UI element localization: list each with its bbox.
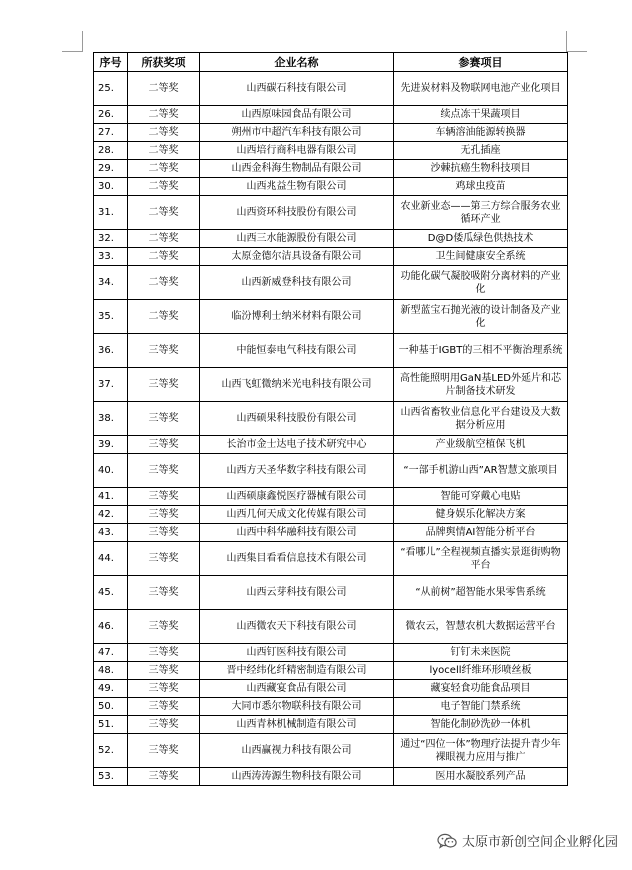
cell-company: 大同市悉尔物联科技有限公司: [200, 698, 394, 716]
cell-no: 53.: [94, 768, 128, 786]
table-row: [94, 662, 568, 680]
cell-no: 40.: [94, 454, 128, 488]
cell-company: 临汾博利士纳米材料有限公司: [200, 300, 394, 334]
cell-project: 续点冻干果蔬项目: [394, 106, 568, 124]
table-row: [94, 734, 568, 768]
table-row: [94, 488, 568, 506]
header-award: 所获奖项: [128, 53, 200, 72]
cell-project: 卫生间健康安全系统: [394, 248, 568, 266]
cell-no: 30.: [94, 178, 128, 196]
table-row: [94, 644, 568, 662]
cell-company: 山西藏宴食品有限公司: [200, 680, 394, 698]
cell-no: 31.: [94, 196, 128, 230]
cell-award: 三等奖: [128, 524, 200, 542]
cell-company: 山西三水能源股份有限公司: [200, 230, 394, 248]
cell-award: 二等奖: [128, 142, 200, 160]
cell-no: 27.: [94, 124, 128, 142]
cell-project: 智能化制砂洗砂一体机: [394, 716, 568, 734]
cell-company: 山西资环科技股份有限公司: [200, 196, 394, 230]
cell-no: 51.: [94, 716, 128, 734]
cell-company: 中能恒泰电气科技有限公司: [200, 334, 394, 368]
table-row: [94, 124, 568, 142]
cell-award: 二等奖: [128, 300, 200, 334]
cell-project: 鸡球虫疫苗: [394, 178, 568, 196]
table-row: [94, 524, 568, 542]
table-row: [94, 142, 568, 160]
cell-project: 山西省畜牧业信息化平台建设及大数据分析应用: [394, 402, 568, 436]
cell-project: 健身娱乐化解决方案: [394, 506, 568, 524]
table-row: [94, 266, 568, 300]
cell-company: 山西兆益生物有限公司: [200, 178, 394, 196]
cell-project: 产业级航空植保飞机: [394, 436, 568, 454]
table-body: [94, 72, 568, 786]
cell-company: 山西集目看看信息技术有限公司: [200, 542, 394, 576]
cell-award: 三等奖: [128, 506, 200, 524]
cell-award: 三等奖: [128, 542, 200, 576]
cell-company: 山西涛涛源生物科技有限公司: [200, 768, 394, 786]
cell-project: 医用水凝胶系列产品: [394, 768, 568, 786]
cell-company: 晋中经纬化纤精密制造有限公司: [200, 662, 394, 680]
cell-no: 38.: [94, 402, 128, 436]
cell-no: 25.: [94, 72, 128, 106]
cell-award: 三等奖: [128, 436, 200, 454]
cell-company: 山西微农天下科技有限公司: [200, 610, 394, 644]
cell-no: 42.: [94, 506, 128, 524]
cell-award: 二等奖: [128, 248, 200, 266]
cell-no: 26.: [94, 106, 128, 124]
cell-no: 45.: [94, 576, 128, 610]
cell-award: 三等奖: [128, 368, 200, 402]
cell-award: 三等奖: [128, 698, 200, 716]
cell-project: lyocell纤维环形喷丝板: [394, 662, 568, 680]
cell-no: 41.: [94, 488, 128, 506]
cell-company: 山西赢视力科技有限公司: [200, 734, 394, 768]
table-row: [94, 368, 568, 402]
cell-project: 车辆溶油能源转换器: [394, 124, 568, 142]
cell-award: 三等奖: [128, 488, 200, 506]
header-no: 序号: [94, 53, 128, 72]
cell-award: 二等奖: [128, 72, 200, 106]
table-row: [94, 768, 568, 786]
cell-award: 二等奖: [128, 178, 200, 196]
table-row: [94, 300, 568, 334]
cell-no: 49.: [94, 680, 128, 698]
cell-project: 通过“四位一体”物理疗法提升青少年裸眼视力应用与推广: [394, 734, 568, 768]
cell-award: 三等奖: [128, 610, 200, 644]
cell-no: 29.: [94, 160, 128, 178]
awards-table: [93, 52, 568, 786]
crop-mark-top-right: [566, 31, 587, 52]
cell-award: 二等奖: [128, 230, 200, 248]
cell-no: 32.: [94, 230, 128, 248]
cell-no: 43.: [94, 524, 128, 542]
cell-project: 电子智能门禁系统: [394, 698, 568, 716]
cell-award: 三等奖: [128, 644, 200, 662]
watermark-text: 太原市新创空间企业孵化园: [461, 835, 618, 850]
cell-award: 二等奖: [128, 160, 200, 178]
cell-project: 藏宴轻食功能食品项目: [394, 680, 568, 698]
cell-project: 功能化碳气凝胶吸附分离材料的产业化: [394, 266, 568, 300]
table-row: [94, 196, 568, 230]
table-row: [94, 576, 568, 610]
table-row: [94, 230, 568, 248]
crop-mark-top-left: [62, 31, 83, 52]
cell-no: 48.: [94, 662, 128, 680]
cell-project: 沙棘抗癌生物科技项目: [394, 160, 568, 178]
cell-award: 三等奖: [128, 402, 200, 436]
cell-company: 朔州市中超汽车科技有限公司: [200, 124, 394, 142]
cell-no: 46.: [94, 610, 128, 644]
cell-project: 新型蓝宝石抛光液的设计制备及产业化: [394, 300, 568, 334]
wechat-icon: [437, 833, 457, 849]
table-header-row: [94, 53, 568, 72]
cell-project: “看哪儿”全程视频直播实景逛街购物平台: [394, 542, 568, 576]
cell-no: 47.: [94, 644, 128, 662]
cell-project: 先进炭材料及物联网电池产业化项目: [394, 72, 568, 106]
cell-no: 39.: [94, 436, 128, 454]
cell-award: 三等奖: [128, 716, 200, 734]
table-row: [94, 454, 568, 488]
table-row: [94, 160, 568, 178]
cell-company: 山西硕康鑫悦医疗器械有限公司: [200, 488, 394, 506]
cell-company: 山西碳石科技有限公司: [200, 72, 394, 106]
table-row: [94, 698, 568, 716]
cell-project: “一部手机游山西”AR智慧文旅项目: [394, 454, 568, 488]
cell-no: 50.: [94, 698, 128, 716]
cell-company: 山西云芽科技有限公司: [200, 576, 394, 610]
table-row: [94, 610, 568, 644]
cell-project: 品牌舆情AI智能分析平台: [394, 524, 568, 542]
table-row: [94, 72, 568, 106]
cell-no: 52.: [94, 734, 128, 768]
cell-company: 山西原味园食品有限公司: [200, 106, 394, 124]
cell-company: 山西新威登科技有限公司: [200, 266, 394, 300]
cell-company: 山西飞虹微纳米光电科技有限公司: [200, 368, 394, 402]
cell-company: 山西硕果科技股份有限公司: [200, 402, 394, 436]
cell-company: 太原金德尔洁具设备有限公司: [200, 248, 394, 266]
cell-no: 28.: [94, 142, 128, 160]
cell-award: 三等奖: [128, 768, 200, 786]
cell-award: 三等奖: [128, 334, 200, 368]
cell-project: 农业新业态——第三方综合服务农业循环产业: [394, 196, 568, 230]
cell-award: 二等奖: [128, 124, 200, 142]
cell-award: 三等奖: [128, 454, 200, 488]
table-row: [94, 716, 568, 734]
cell-project: D@D倭瓜绿色供热技术: [394, 230, 568, 248]
wechat-watermark: [437, 831, 618, 850]
cell-project: 钉钉未来医院: [394, 644, 568, 662]
cell-award: 二等奖: [128, 106, 200, 124]
cell-company: 山西几何天成文化传媒有限公司: [200, 506, 394, 524]
table-row: [94, 106, 568, 124]
cell-company: 山西培行商科电器有限公司: [200, 142, 394, 160]
cell-no: 44.: [94, 542, 128, 576]
cell-no: 35.: [94, 300, 128, 334]
cell-award: 二等奖: [128, 196, 200, 230]
cell-project: 无孔插座: [394, 142, 568, 160]
table-row: [94, 334, 568, 368]
cell-project: 微农云，智慧农机大数据运营平台: [394, 610, 568, 644]
cell-company: 山西青林机械制造有限公司: [200, 716, 394, 734]
table-row: [94, 506, 568, 524]
table-row: [94, 178, 568, 196]
header-project: 参赛项目: [394, 53, 568, 72]
cell-award: 二等奖: [128, 266, 200, 300]
cell-project: 一种基于IGBT的三相不平衡治理系统: [394, 334, 568, 368]
table-row: [94, 436, 568, 454]
cell-company: 山西钉医科技有限公司: [200, 644, 394, 662]
cell-project: “从前树”超智能水果零售系统: [394, 576, 568, 610]
cell-award: 三等奖: [128, 662, 200, 680]
cell-no: 33.: [94, 248, 128, 266]
cell-project: 智能可穿戴心电贴: [394, 488, 568, 506]
header-company: 企业名称: [200, 53, 394, 72]
cell-no: 37.: [94, 368, 128, 402]
table-row: [94, 248, 568, 266]
cell-company: 山西中科华融科技有限公司: [200, 524, 394, 542]
cell-award: 三等奖: [128, 576, 200, 610]
cell-award: 三等奖: [128, 680, 200, 698]
cell-company: 长治市金士达电子技术研究中心: [200, 436, 394, 454]
cell-award: 三等奖: [128, 734, 200, 768]
table-row: [94, 542, 568, 576]
cell-company: 山西方天圣华数字科技有限公司: [200, 454, 394, 488]
table-row: [94, 680, 568, 698]
cell-no: 36.: [94, 334, 128, 368]
cell-company: 山西金科海生物制品有限公司: [200, 160, 394, 178]
table-row: [94, 402, 568, 436]
cell-project: 高性能照明用GaN基LED外延片和芯片制备技术研发: [394, 368, 568, 402]
cell-no: 34.: [94, 266, 128, 300]
